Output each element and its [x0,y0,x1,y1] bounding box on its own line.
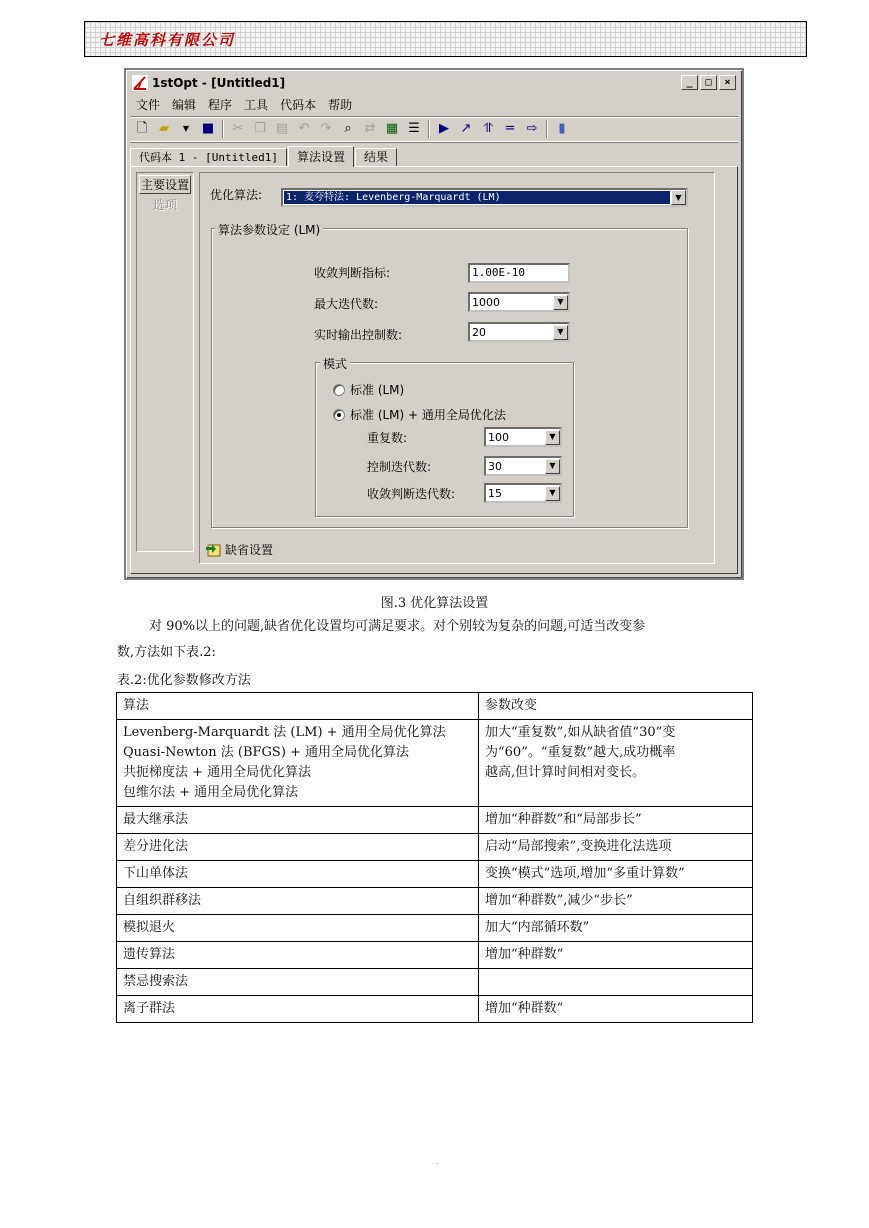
table-cell-algorithm: 自组织群移法 [117,888,479,915]
repeat-combo[interactable] [484,427,562,447]
radio-button-selected-icon [333,409,345,421]
mode-group-title: 模式 [320,355,350,372]
open-folder-icon[interactable]: ▰ [159,121,169,136]
list-icon[interactable]: ☰ [408,121,420,136]
toolbar-separator [222,120,224,138]
output-control-combo[interactable] [468,322,570,342]
chevron-down-icon[interactable]: ▼ [553,325,568,340]
params-table [116,692,753,1023]
table-cell-algorithms [117,720,479,807]
paragraph-line-1: 对 90%以上的问题,缺省优化设置均可满足要求。对个别较为复杂的问题,可适当改变参 [149,619,646,634]
copy-icon[interactable]: ❐ [254,121,266,136]
page-header-banner [84,21,807,57]
chevron-down-icon[interactable]: ▼ [553,295,568,310]
conv-iter-combo[interactable] [484,483,562,503]
settings-side-nav [136,172,194,552]
table-row [117,888,753,915]
table-cell-algorithm: 模拟退火 [117,915,479,942]
table-header-cell: 算法 [117,693,479,720]
optimizer-label: 优化算法: [210,188,263,202]
algorithm-line: 包维尔法 + 通用全局优化算法 [123,785,299,800]
tolerance-input[interactable]: 1.00E-10 [468,263,570,283]
table-row [117,720,753,807]
equals-icon[interactable]: = [504,121,516,136]
menu-edit[interactable]: 编辑 [172,97,197,112]
footer-mark: . [436,1157,439,1166]
tab-strip [130,146,398,166]
table-row [117,942,753,969]
algorithm-line: 共扼梯度法 + 通用全局优化算法 [123,765,312,780]
radio-standard-global[interactable] [333,406,506,423]
radio-standard-label: 标准 (LM) [350,383,405,397]
paste-icon[interactable]: ▤ [275,121,289,136]
company-name: 七维高科有限公司 [99,31,236,49]
menu-file[interactable]: 文件 [136,97,161,112]
chevron-down-icon[interactable]: ▼ [545,486,560,501]
minimize-button[interactable]: _ [681,75,698,90]
window-title: 1stOpt - [Untitled1] [152,75,286,90]
ctrl-iter-value: 30 [488,459,502,473]
output-control-value: 20 [472,325,486,339]
dropdown-arrow-icon[interactable]: ▼ [182,124,190,133]
table-header-cell: 参数改变 [479,693,753,720]
toolbar-separator [546,120,548,138]
max-iter-combo[interactable] [468,292,570,312]
table-cell-change: 增加“种群数“ [479,942,753,969]
tab-codebook[interactable]: 代码本 1 - [Untitled1] [130,148,287,166]
output-control-label: 实时输出控制数: [314,328,403,342]
table-cell-change: 增加“种群数”和“局部步长” [479,807,753,834]
defaults-button[interactable] [205,541,273,558]
side-nav-main-settings[interactable]: 主要设置 [139,175,191,194]
table-header-row [117,693,753,720]
menu-help[interactable]: 帮助 [328,97,353,112]
export-icon[interactable]: ⇨ [526,121,538,136]
ctrl-iter-combo[interactable] [484,456,562,476]
defaults-label: 缺省设置 [225,543,274,557]
table-row [117,834,753,861]
toolbar [130,116,738,142]
table-cell-algorithm: 禁忌搜索法 [117,969,479,996]
table-cell-change: 启动“局部搜索”,变换进化法选项 [479,834,753,861]
find-icon[interactable]: ⌕ [344,121,352,136]
param-group-title: 算法参数设定 (LM) [215,221,323,238]
table-cell-change: 增加“种群数“ [479,996,753,1023]
table-cell-algorithm: 离子群法 [117,996,479,1023]
table-row [117,969,753,996]
table-row [117,861,753,888]
table-row [117,915,753,942]
run-icon[interactable]: ▶ [439,121,449,136]
menu-tools[interactable]: 工具 [244,97,269,112]
menu-bar [130,94,738,114]
optimizer-selected-value: 1: 麦夸特法: Levenberg-Marquardt (LM) [284,191,670,204]
side-nav-options[interactable]: 选项 [152,198,177,212]
app-logo-icon [132,75,148,91]
menu-codebook[interactable]: 代码本 [280,97,317,112]
tab-results[interactable]: 结果 [355,148,397,166]
ctrl-iter-label: 控制迭代数: [367,460,432,474]
maximize-button[interactable]: □ [700,75,717,90]
table-cell-change: 变换“模式”选项,增加“多重计算数” [479,861,753,888]
exit-door-icon[interactable]: ▮ [558,121,566,136]
algorithm-line: Quasi-Newton 法 (BFGS) + 通用全局优化算法 [123,745,410,760]
redo-icon[interactable]: ↷ [320,121,332,136]
table-title: 表.2:优化参数修改方法 [117,673,251,688]
repeat-label: 重复数: [367,431,408,445]
figure-caption: 图.3 优化算法设置 [380,596,489,611]
pause-icon[interactable]: ⥣ [483,121,493,136]
conv-iter-label: 收敛判断迭代数: [367,487,456,501]
table-row [117,807,753,834]
table-cell-change [479,969,753,996]
optimizer-select[interactable] [281,188,688,207]
table-cell-change: 加大“内部循环数” [479,915,753,942]
tab-algorithm-settings[interactable]: 算法设置 [288,146,354,167]
chevron-down-icon[interactable]: ▼ [545,430,560,445]
close-button[interactable]: × [719,75,736,90]
change-line: 加大“重复数”,如从缺省值“30”变 [485,725,676,740]
table-cell-algorithm: 遗传算法 [117,942,479,969]
repeat-value: 100 [488,430,509,444]
max-iter-value: 1000 [472,295,500,309]
chevron-down-icon[interactable]: ▼ [671,190,686,205]
table-cell-algorithm: 差分进化法 [117,834,479,861]
replace-icon[interactable]: ⇄ [364,121,376,136]
algorithm-line: Levenberg-Marquardt 法 (LM) + 通用全局优化算法 [123,725,446,740]
chart-icon[interactable]: ▦ [385,121,399,136]
save-icon[interactable]: ■ [201,121,215,136]
toolbar-separator [428,120,430,138]
table-cell-algorithm: 下山单体法 [117,861,479,888]
step-icon[interactable]: ↗ [460,121,472,136]
undo-icon[interactable]: ↶ [298,121,310,136]
radio-standard-lm[interactable] [333,381,404,398]
radio-button-icon [333,384,345,396]
menu-program[interactable]: 程序 [208,97,233,112]
cut-icon[interactable]: ✂ [232,121,244,136]
title-bar[interactable] [128,72,740,93]
table-row [117,996,753,1023]
max-iter-label: 最大迭代数: [314,297,379,311]
conv-iter-value: 15 [488,486,502,500]
paragraph-line-2: 数,方法如下表.2: [117,645,216,660]
table-cell-algorithm: 最大继承法 [117,807,479,834]
defaults-icon [205,543,221,557]
table-cell-change [479,720,753,807]
new-file-icon[interactable]: 🗋 [136,121,148,136]
table-cell-change: 增加“种群数”,减少“步长” [479,888,753,915]
chevron-down-icon[interactable]: ▼ [545,459,560,474]
radio-global-label: 标准 (LM) + 通用全局优化法 [350,408,506,422]
change-line: 为“60”。“重复数”越大,成功概率 [485,745,676,760]
change-line: 越高,但计算时间相对变长。 [485,765,646,780]
tolerance-label: 收敛判断指标: [314,266,391,280]
